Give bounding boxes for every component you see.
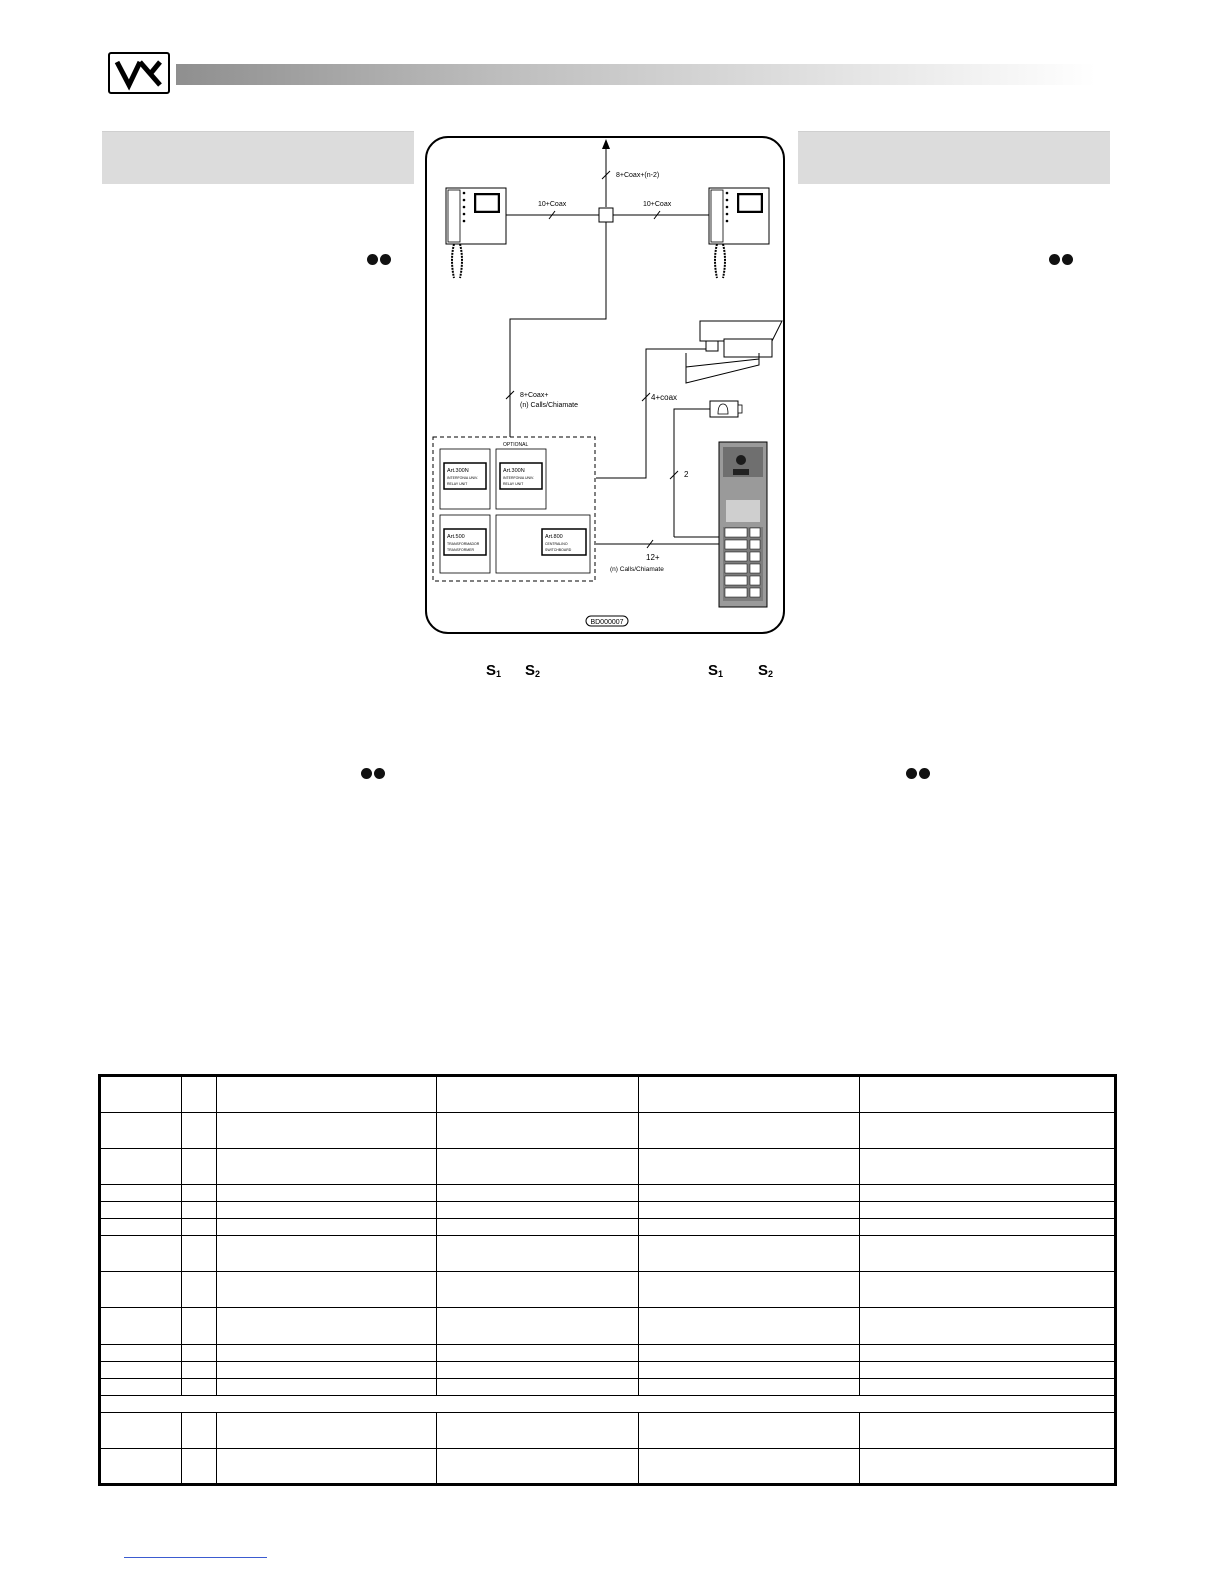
diagram-reference-code: BD000007	[590, 619, 624, 626]
cable-label-down-1: 8+Coax+	[520, 392, 549, 399]
switchboard-module	[496, 515, 590, 573]
svg-text:RELAY UNIT: RELAY UNIT	[503, 482, 524, 486]
bullet-dots-icon	[361, 766, 389, 778]
header-gradient-bar	[176, 64, 1096, 85]
bell-icon	[710, 401, 742, 417]
table-row	[100, 1412, 1116, 1448]
outdoor-entry-panel	[719, 442, 767, 607]
cable-label-bell: 2	[684, 470, 689, 479]
svg-text:INTERFONIA UNIV.: INTERFONIA UNIV.	[503, 476, 534, 480]
table-row	[100, 1344, 1116, 1361]
cable-label-camera: 4+coax	[651, 393, 678, 402]
specification-table	[98, 1074, 1114, 1486]
right-section-header	[798, 131, 1110, 184]
table-row	[100, 1308, 1116, 1344]
junction-box	[599, 208, 613, 222]
table-row	[100, 1361, 1116, 1378]
switch-label-s2: $S_2$	[758, 662, 774, 679]
switch-label-s1: $S_1$	[486, 662, 502, 679]
table-row	[100, 1202, 1116, 1219]
svg-text:CENTRALINO: CENTRALINO	[545, 542, 568, 546]
table-header-row	[100, 1076, 1116, 1113]
footer-link-underline[interactable]	[124, 1557, 267, 1558]
cable-label-panel-2: (n) Calls/Chiamate	[610, 566, 664, 573]
svg-text:Art.300N: Art.300N	[447, 468, 469, 474]
optional-label: OPTIONAL	[503, 442, 529, 448]
svg-text:Art.500: Art.500	[447, 534, 465, 540]
bullet-dots-icon	[367, 252, 395, 264]
relay-module-2	[496, 449, 546, 509]
table-row	[100, 1236, 1116, 1272]
bullet-dots-icon	[906, 766, 934, 778]
switch-label-s1: $S_1$	[708, 662, 724, 679]
table-row	[100, 1185, 1116, 1202]
svg-text:RELAY UNIT: RELAY UNIT	[447, 482, 468, 486]
switch-label-s2: $S_2$	[525, 662, 541, 679]
svg-text:Art.300N: Art.300N	[503, 468, 525, 474]
brand-logo	[108, 52, 170, 94]
table-row	[100, 1448, 1116, 1484]
left-section-header	[102, 131, 414, 184]
transformer-module	[440, 515, 490, 573]
svg-text:INTERFONIA UNIV.: INTERFONIA UNIV.	[447, 476, 478, 480]
svg-text:SWITCHBOARD: SWITCHBOARD	[545, 548, 572, 552]
cable-label-riser: 8+Coax+(n-2)	[616, 172, 660, 179]
table-row	[100, 1219, 1116, 1236]
cable-label-monitor-left: 10+Coax	[538, 201, 567, 208]
table-row	[100, 1378, 1116, 1395]
spec-grid	[98, 1074, 1117, 1486]
bullet-dots-icon	[1049, 252, 1077, 264]
vx-logo-mark	[110, 54, 168, 92]
relay-module-1	[440, 449, 490, 509]
svg-text:TRANSFORMER: TRANSFORMER	[447, 548, 475, 552]
table-row	[100, 1113, 1116, 1149]
wiring-diagram	[424, 135, 786, 635]
table-row	[100, 1149, 1116, 1185]
svg-text:Art.800: Art.800	[545, 534, 563, 540]
table-section-row	[100, 1395, 1116, 1412]
svg-text:TRANSFORMADOR: TRANSFORMADOR	[447, 542, 480, 546]
cable-label-monitor-right: 10+Coax	[643, 201, 672, 208]
cable-label-down-2: (n) Calls/Chiamate	[520, 402, 578, 409]
table-row	[100, 1272, 1116, 1308]
cable-label-panel-1: 12+	[646, 553, 660, 562]
